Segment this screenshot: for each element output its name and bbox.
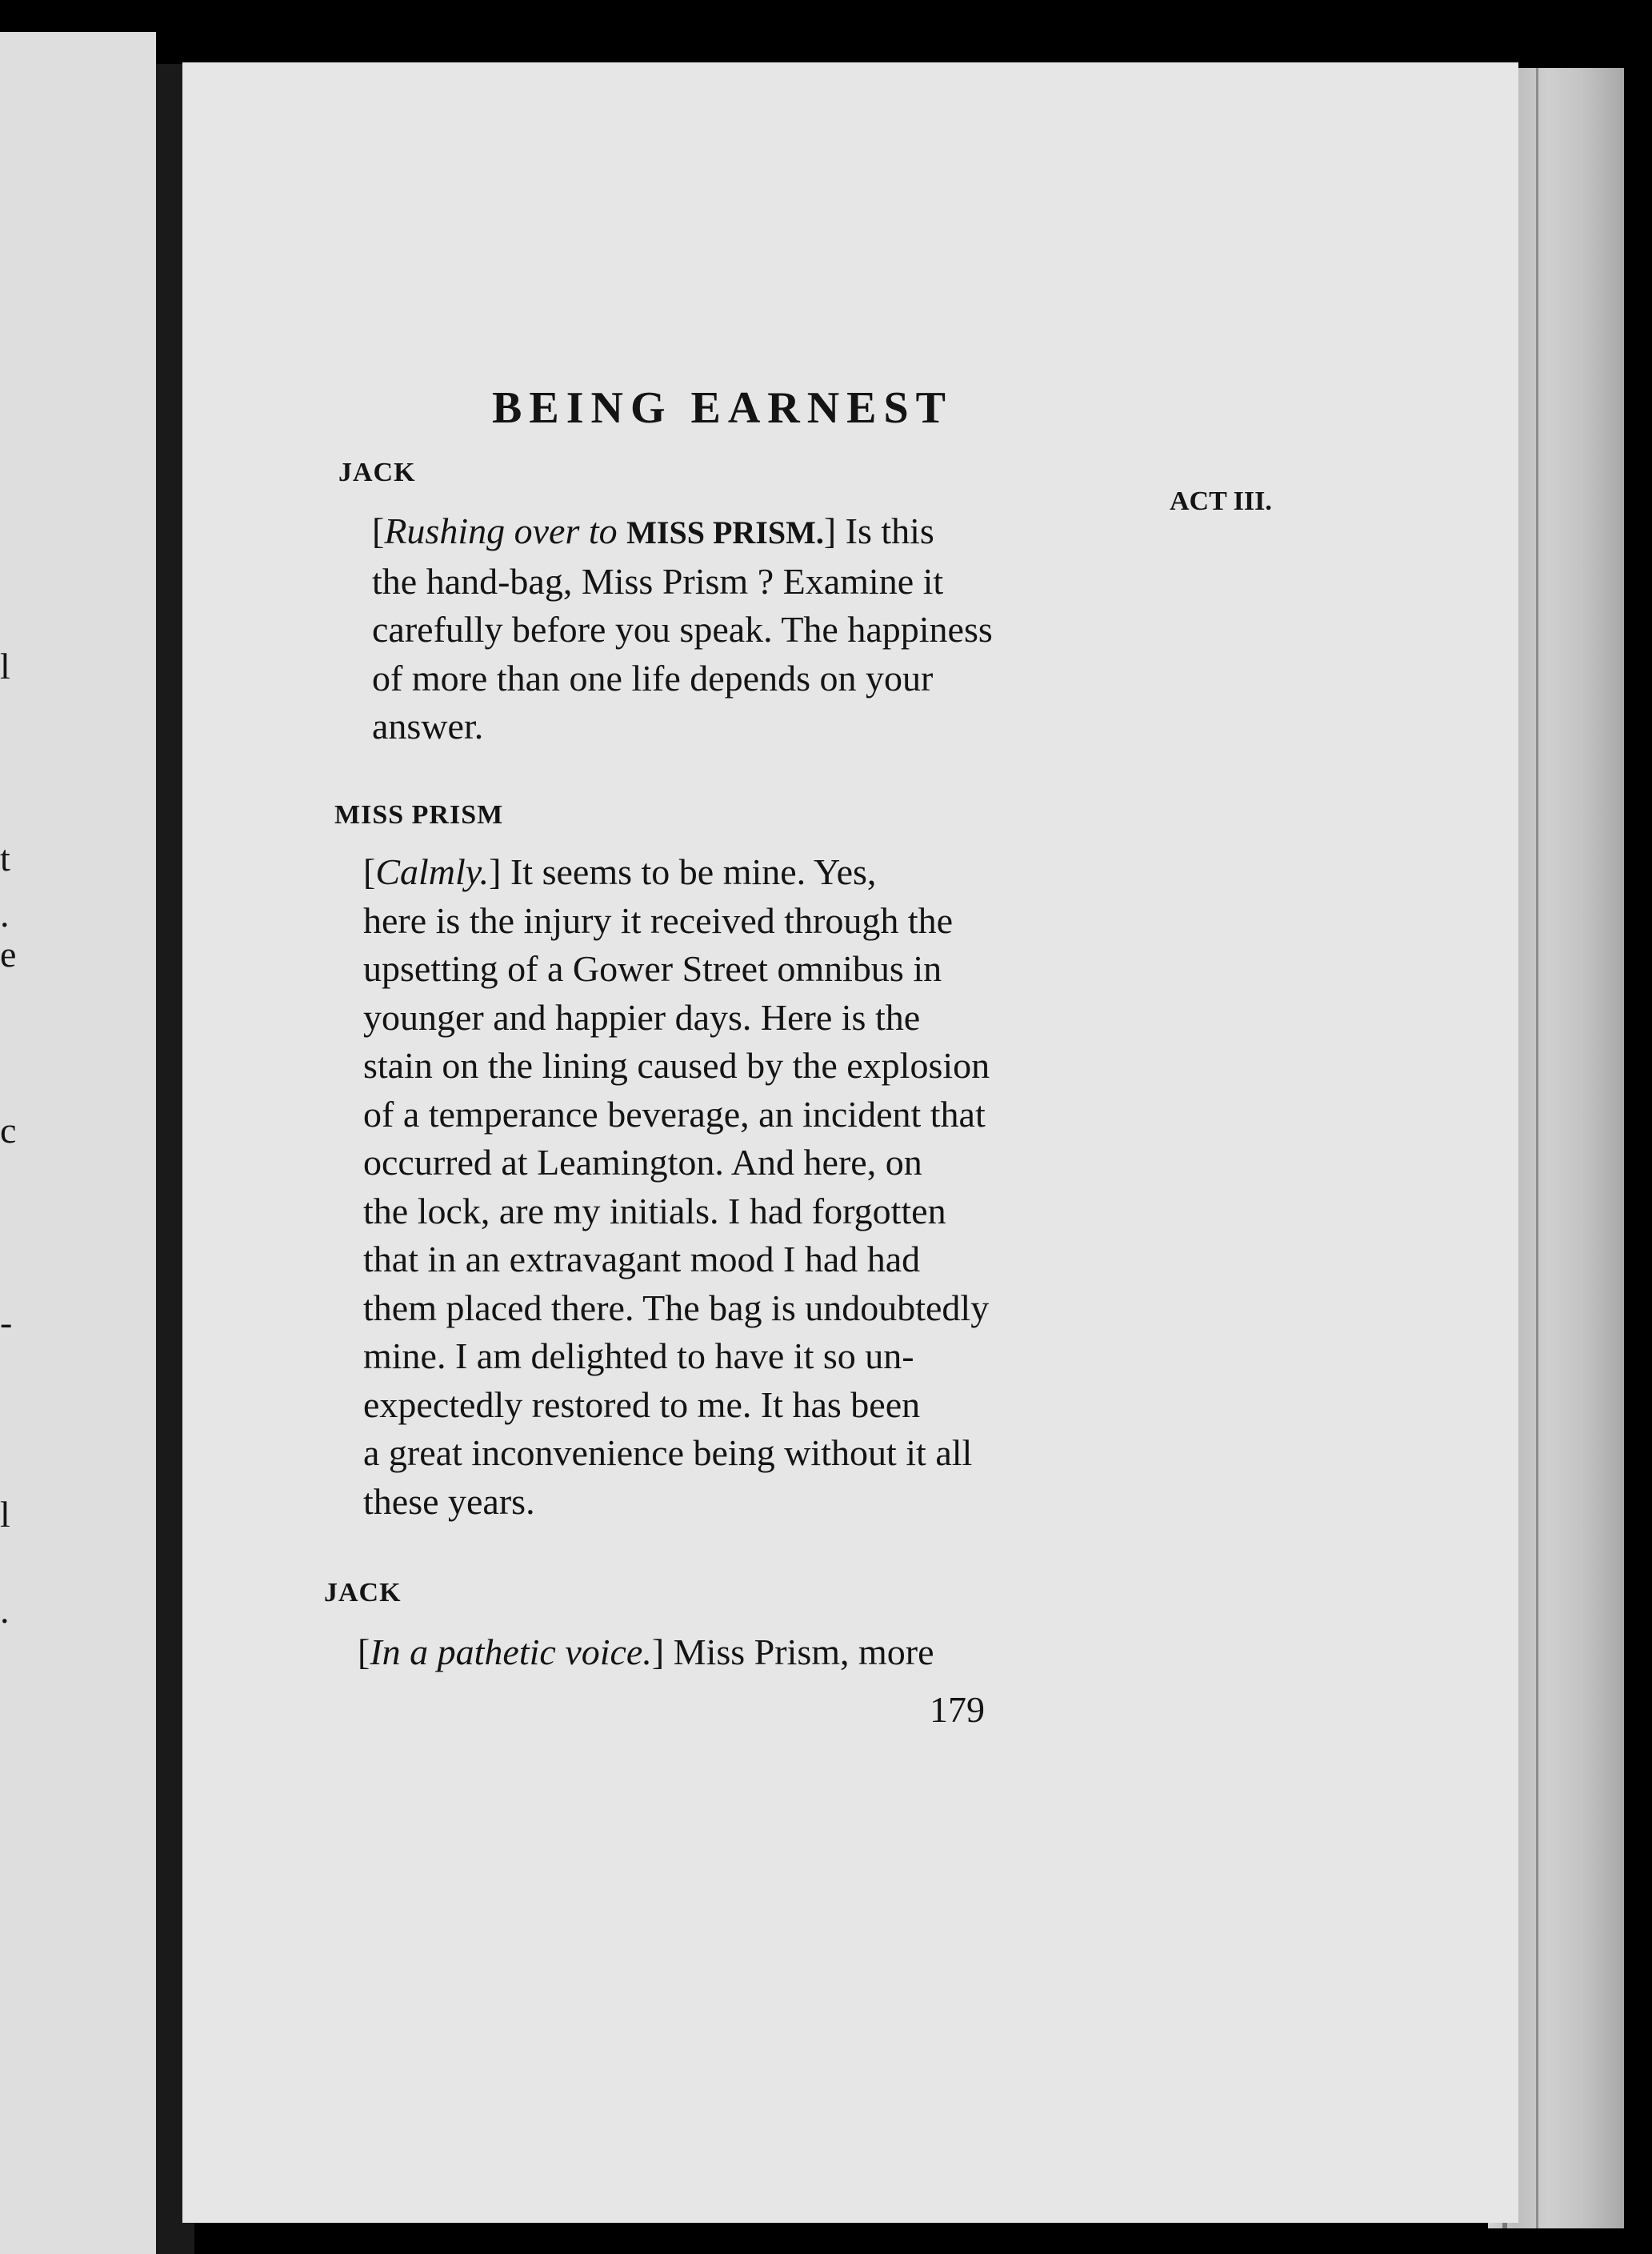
left-page-text: l [0,1494,10,1535]
speech-text: here is the injury it received through the [363,899,954,941]
speech-line [338,655,1146,703]
stage-direction: Calmly. [375,851,490,892]
speech-line [330,1332,1134,1381]
stage-direction: Rushing over to [384,510,618,551]
left-page-text: . [0,1590,10,1631]
speech-text: answer. [372,706,484,747]
speech-text: [ [358,1631,370,1672]
speech-line [330,1235,1134,1284]
speech-text: carefully before you speak. The happiness [372,609,993,650]
left-page-text: . [0,894,10,935]
speech-line [330,1284,1134,1333]
speech-line [330,1187,1134,1236]
speech-line [330,1381,1134,1430]
speech-text: the hand-bag, Miss Prism ? Examine it [372,560,944,602]
speech-text: [ [372,510,385,551]
speech-text: ] It seems to be mine. Yes, [489,851,877,892]
speech-text: a great inconvenience being without it all [363,1432,973,1473]
speech-text [618,510,627,551]
speech-text: of more than one life depends on your [372,657,934,699]
speech-text: [ [363,851,376,892]
speech-text: upsetting of a Gower Street omnibus in [363,948,942,989]
speech-line [324,1628,1130,1677]
act-label: ACT III. [1170,486,1272,516]
speech-text: of a temperance beverage, an incident that [363,1093,986,1135]
speech-text: these years. [363,1480,535,1522]
speaker-name: JACK [338,458,416,487]
speech-text: the lock, are my initials. I had forgotten [363,1190,946,1231]
speech-line [338,507,1146,558]
speech-block [330,848,1134,1526]
speech-line [330,1042,1134,1091]
speech-text: occurred at Leamington. And here, on [363,1142,922,1183]
page-number: 179 [930,1689,985,1730]
speaker-name: MISS PRISM [334,800,504,830]
speech-text: younger and happier days. Here is the [363,996,921,1038]
speech-line [330,945,1134,994]
speech-line [330,897,1134,946]
left-page-text: e [0,934,17,975]
speaker-name: JACK [324,1578,402,1607]
speech-line [338,558,1146,607]
speech-text: that in an extravagant mood I had had [363,1239,921,1279]
speech-text: mine. I am delighted to have it so un- [363,1335,914,1376]
speech-line [338,703,1146,751]
speech-text: stain on the lining caused by the explosion [363,1045,990,1086]
left-page-text: l [0,646,10,687]
speech-block [324,1628,1130,1677]
stage-direction: In a pathetic voice. [370,1631,652,1672]
speech-text: them placed there. The bag is undoubtedly [363,1287,990,1328]
speech-line [330,1139,1134,1187]
left-page-text: - [0,1302,13,1343]
character-name: MISS PRISM. [626,514,824,550]
left-page-text: c [0,1110,17,1151]
speech-line [330,848,1134,897]
speech-text: expectedly restored to me. It has been [363,1383,921,1425]
speech-text: ] Miss Prism, more [651,1631,934,1672]
speech-line [338,606,1146,655]
speech-line [330,994,1134,1043]
speech-block [338,507,1146,751]
speech-line [330,1478,1134,1527]
running-head: BEING EARNEST [492,383,954,433]
speech-line [330,1429,1134,1478]
speech-text: ] Is this [823,510,934,551]
left-page-fragment [0,32,156,2254]
speech-line [330,1091,1134,1139]
left-page-text: t [0,838,10,879]
